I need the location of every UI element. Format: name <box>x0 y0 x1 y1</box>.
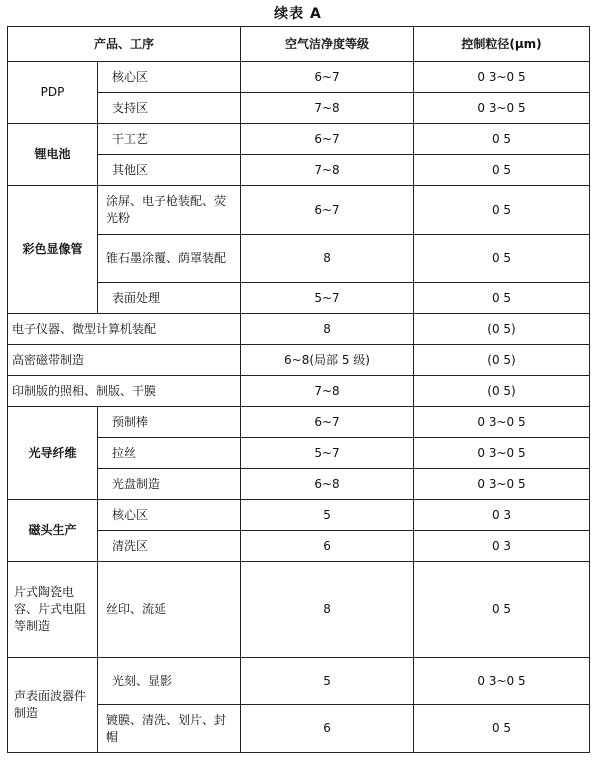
table-title: 续表 A <box>274 6 322 22</box>
cleanliness-cell: 7~8 <box>241 376 414 407</box>
cleanliness-cell: 6 <box>241 531 414 562</box>
table-row <box>8 562 590 658</box>
product-cell: 片式陶瓷电容、片式电阻等制造 <box>8 562 98 658</box>
table-row <box>8 500 590 531</box>
table-row <box>8 407 590 438</box>
particle-cell: (0 5) <box>414 345 590 376</box>
cleanliness-cell: 5~7 <box>241 283 414 314</box>
cleanliness-cell: 5~7 <box>241 438 414 469</box>
particle-cell: 0 5 <box>414 186 590 235</box>
particle-cell: 0 3~0 5 <box>414 93 590 124</box>
table-header-row <box>8 27 590 62</box>
cleanliness-cell: 6~8(局部 5 级) <box>241 345 414 376</box>
cleanliness-cell: 6~7 <box>241 407 414 438</box>
table-row <box>8 186 590 235</box>
particle-cell: 0 5 <box>414 235 590 283</box>
header-product: 产品、工序 <box>8 27 241 62</box>
table-row <box>8 658 590 705</box>
table-row <box>8 124 590 155</box>
cleanliness-cell: 7~8 <box>241 155 414 186</box>
particle-cell: 0 5 <box>414 705 590 753</box>
process-cell: 锥石墨涂覆、荫罩装配 <box>98 235 241 283</box>
cleanliness-cell: 6~7 <box>241 62 414 93</box>
particle-cell: (0 5) <box>414 314 590 345</box>
process-cell: 核心区 <box>98 500 241 531</box>
particle-cell: 0 3~0 5 <box>414 469 590 500</box>
process-cell: 表面处理 <box>98 283 241 314</box>
cleanliness-cell: 8 <box>241 562 414 658</box>
process-cell: 光盘制造 <box>98 469 241 500</box>
process-cell: 清洗区 <box>98 531 241 562</box>
product-cell: 锂电池 <box>8 124 98 186</box>
cleanliness-cell: 5 <box>241 500 414 531</box>
particle-cell: 0 3~0 5 <box>414 62 590 93</box>
particle-cell: 0 3~0 5 <box>414 438 590 469</box>
cleanliness-cell: 7~8 <box>241 93 414 124</box>
cleanliness-cell: 8 <box>241 235 414 283</box>
cleanliness-cell: 8 <box>241 314 414 345</box>
particle-cell: 0 5 <box>414 155 590 186</box>
header-particle: 控制粒径(μm) <box>414 27 590 62</box>
product-cell: 印制版的照相、制版、干膜 <box>8 376 241 407</box>
cleanliness-table <box>7 26 590 753</box>
process-cell: 其他区 <box>98 155 241 186</box>
cleanliness-cell: 5 <box>241 658 414 705</box>
table-row <box>8 345 590 376</box>
cleanliness-cell: 6~7 <box>241 186 414 235</box>
table-row <box>8 314 590 345</box>
table-row <box>8 376 590 407</box>
product-cell: 磁头生产 <box>8 500 98 562</box>
particle-cell: 0 5 <box>414 562 590 658</box>
particle-cell: (0 5) <box>414 376 590 407</box>
process-cell: 涂屏、电子枪装配、荧光粉 <box>98 186 241 235</box>
particle-cell: 0 3 <box>414 500 590 531</box>
process-cell: 拉丝 <box>98 438 241 469</box>
product-cell: 彩色显像管 <box>8 186 98 314</box>
process-cell: 干工艺 <box>98 124 241 155</box>
process-cell: 丝印、流延 <box>98 562 241 658</box>
product-cell: 声表面波器件制造 <box>8 658 98 753</box>
process-cell: 核心区 <box>98 62 241 93</box>
product-cell: 高密磁带制造 <box>8 345 241 376</box>
process-cell: 预制棒 <box>98 407 241 438</box>
process-cell: 支持区 <box>98 93 241 124</box>
particle-cell: 0 3~0 5 <box>414 658 590 705</box>
particle-cell: 0 3 <box>414 531 590 562</box>
product-cell: 电子仪器、微型计算机装配 <box>8 314 241 345</box>
cleanliness-cell: 6~8 <box>241 469 414 500</box>
particle-cell: 0 5 <box>414 283 590 314</box>
cleanliness-cell: 6 <box>241 705 414 753</box>
process-cell: 光刻、显影 <box>98 658 241 705</box>
particle-cell: 0 5 <box>414 124 590 155</box>
particle-cell: 0 3~0 5 <box>414 407 590 438</box>
header-cleanliness: 空气洁净度等级 <box>241 27 414 62</box>
process-cell: 镀膜、清洗、划片、封帽 <box>98 705 241 753</box>
product-cell: 光导纤维 <box>8 407 98 500</box>
cleanliness-cell: 6~7 <box>241 124 414 155</box>
product-cell: PDP <box>8 62 98 124</box>
table-row <box>8 62 590 93</box>
